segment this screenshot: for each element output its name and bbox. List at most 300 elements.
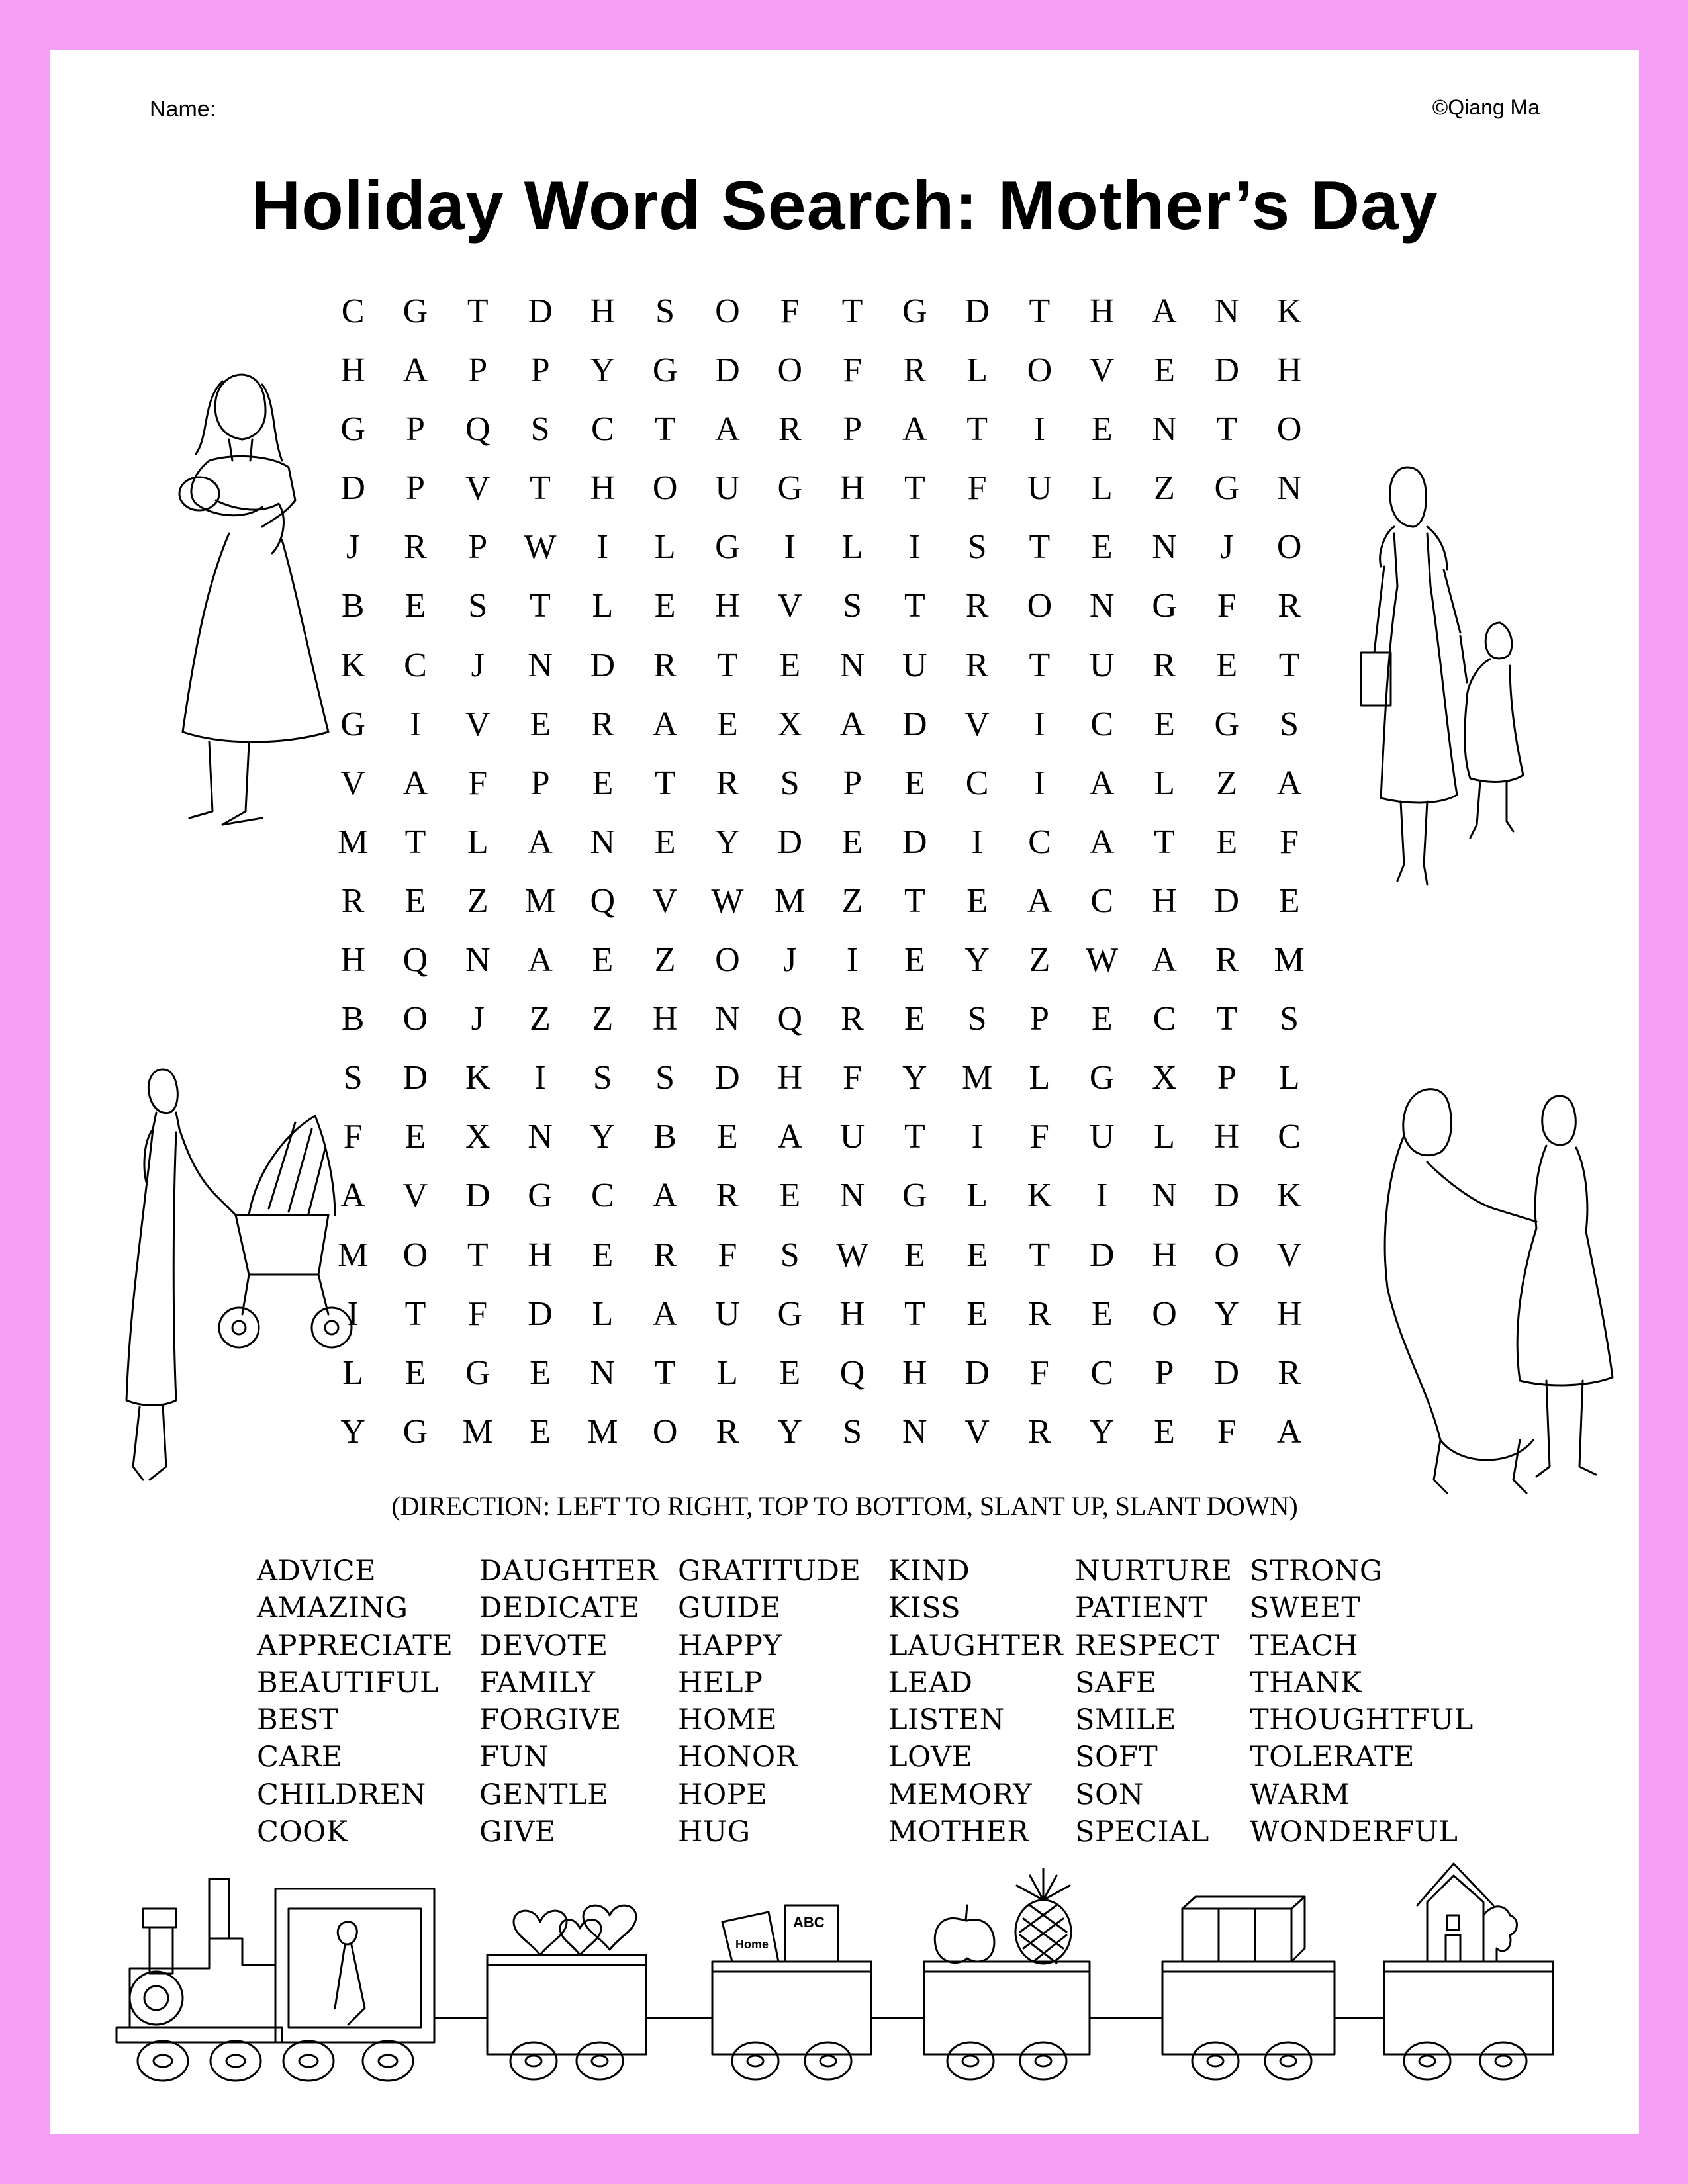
grid-letter[interactable]: P (1154, 1353, 1174, 1392)
grid-letter[interactable]: N (528, 1118, 553, 1156)
grid-letter[interactable]: R (404, 528, 427, 567)
grid-letter[interactable]: N (590, 1353, 616, 1392)
grid-letter[interactable]: U (839, 1118, 865, 1156)
grid-letter[interactable]: R (716, 1177, 739, 1215)
grid-letter[interactable]: T (1216, 410, 1238, 449)
grid-letter[interactable]: F (780, 293, 800, 330)
grid-letter[interactable]: R (903, 351, 927, 390)
grid-letter[interactable]: Z (841, 882, 863, 920)
grid-letter[interactable]: G (777, 1295, 802, 1333)
grid-letter[interactable]: R (1215, 941, 1239, 979)
grid-letter[interactable]: N (1152, 528, 1177, 567)
grid-letter[interactable]: T (467, 1236, 489, 1274)
grid-letter[interactable]: A (1276, 1412, 1302, 1451)
grid-letter[interactable]: H (1276, 1295, 1302, 1333)
grid-letter[interactable]: D (715, 1059, 740, 1097)
grid-letter[interactable]: V (340, 764, 365, 802)
grid-letter[interactable]: F (468, 1295, 488, 1333)
grid-letter[interactable]: A (652, 1295, 678, 1333)
grid-letter[interactable]: E (1091, 1000, 1113, 1038)
grid-letter[interactable]: S (343, 1059, 363, 1097)
grid-letter[interactable]: E (717, 1118, 738, 1156)
grid-letter[interactable]: I (596, 528, 608, 567)
grid-letter[interactable]: H (839, 1295, 865, 1333)
grid-letter[interactable]: M (961, 1059, 993, 1097)
grid-letter[interactable]: N (590, 823, 616, 861)
grid-letter[interactable]: K (1027, 1177, 1053, 1215)
grid-letter[interactable]: O (715, 293, 740, 330)
grid-letter[interactable]: T (1216, 1000, 1238, 1038)
grid-letter[interactable]: D (402, 1059, 428, 1097)
grid-letter[interactable]: M (338, 1236, 369, 1274)
grid-letter[interactable]: J (346, 528, 360, 567)
grid-letter[interactable]: D (340, 469, 365, 508)
grid-letter[interactable]: E (966, 1236, 988, 1274)
grid-letter[interactable]: H (777, 1059, 802, 1097)
grid-letter[interactable]: U (1027, 469, 1053, 508)
grid-letter[interactable]: Y (777, 1412, 802, 1451)
grid-letter[interactable]: Q (465, 410, 491, 449)
grid-letter[interactable]: U (902, 646, 927, 684)
grid-letter[interactable]: R (590, 705, 614, 743)
grid-letter[interactable]: G (652, 351, 678, 390)
grid-letter[interactable]: T (1278, 646, 1300, 684)
grid-letter[interactable]: D (528, 293, 553, 330)
grid-letter[interactable]: H (652, 1000, 678, 1038)
grid-letter[interactable]: Z (1029, 941, 1051, 979)
grid-letter[interactable]: E (530, 705, 551, 743)
grid-letter[interactable]: T (904, 1295, 925, 1333)
grid-letter[interactable]: T (530, 469, 551, 508)
grid-letter[interactable]: Z (530, 1000, 551, 1038)
grid-letter[interactable]: D (1089, 1236, 1115, 1274)
grid-letter[interactable]: F (343, 1118, 363, 1156)
grid-letter[interactable]: H (1276, 351, 1302, 390)
grid-letter[interactable]: E (779, 646, 801, 684)
grid-letter[interactable]: A (777, 1118, 802, 1156)
grid-letter[interactable]: S (592, 1059, 612, 1097)
grid-letter[interactable]: E (1154, 1412, 1175, 1451)
grid-letter[interactable]: K (1276, 1177, 1302, 1215)
grid-letter[interactable]: E (1216, 646, 1238, 684)
grid-letter[interactable]: H (1152, 882, 1177, 920)
grid-letter[interactable]: A (528, 823, 553, 861)
grid-letter[interactable]: I (784, 528, 796, 567)
grid-letter[interactable]: I (534, 1059, 546, 1097)
grid-letter[interactable]: W (1086, 941, 1119, 979)
grid-letter[interactable]: P (468, 528, 488, 567)
grid-letter[interactable]: T (654, 1353, 676, 1392)
grid-letter[interactable]: N (1214, 293, 1240, 330)
grid-letter[interactable]: S (843, 1412, 862, 1451)
grid-letter[interactable]: R (1028, 1295, 1051, 1333)
grid-letter[interactable]: F (468, 764, 488, 802)
grid-letter[interactable]: O (1214, 1236, 1240, 1274)
grid-letter[interactable]: A (1276, 764, 1302, 802)
grid-letter[interactable]: Y (715, 823, 740, 861)
grid-letter[interactable]: A (839, 705, 865, 743)
grid-letter[interactable]: A (902, 410, 927, 449)
grid-letter[interactable]: F (1029, 1353, 1049, 1392)
grid-letter[interactable]: I (971, 1118, 983, 1156)
grid-letter[interactable]: V (964, 705, 990, 743)
grid-letter[interactable]: G (902, 1177, 927, 1215)
grid-letter[interactable]: E (654, 823, 676, 861)
grid-letter[interactable]: M (524, 882, 556, 920)
grid-letter[interactable]: R (965, 587, 989, 625)
grid-letter[interactable]: L (717, 1353, 738, 1392)
grid-letter[interactable]: L (1029, 1059, 1051, 1097)
grid-letter[interactable]: P (843, 764, 862, 802)
grid-letter[interactable]: N (839, 646, 865, 684)
grid-letter[interactable]: Z (654, 941, 676, 979)
grid-letter[interactable]: T (1029, 293, 1051, 330)
grid-letter[interactable]: T (654, 764, 676, 802)
grid-letter[interactable]: G (1214, 469, 1240, 508)
grid-letter[interactable]: E (404, 587, 426, 625)
grid-letter[interactable]: N (1152, 1177, 1177, 1215)
grid-letter[interactable]: F (718, 1236, 737, 1274)
grid-letter[interactable]: X (777, 705, 802, 743)
grid-letter[interactable]: O (402, 1236, 428, 1274)
grid-letter[interactable]: V (964, 1412, 990, 1451)
grid-letter[interactable]: C (1090, 1353, 1114, 1392)
grid-letter[interactable]: N (902, 1412, 927, 1451)
grid-letter[interactable]: X (1152, 1059, 1177, 1097)
grid-letter[interactable]: O (402, 1000, 428, 1038)
grid-letter[interactable]: H (839, 469, 865, 508)
grid-letter[interactable]: R (1028, 1412, 1051, 1451)
grid-letter[interactable]: L (966, 351, 988, 390)
grid-letter[interactable]: H (590, 293, 616, 330)
grid-letter[interactable]: O (777, 351, 802, 390)
grid-letter[interactable]: E (1091, 410, 1113, 449)
grid-letter[interactable]: I (1033, 705, 1046, 743)
grid-letter[interactable]: A (340, 1177, 365, 1215)
grid-letter[interactable]: S (780, 1236, 800, 1274)
grid-letter[interactable]: I (409, 705, 422, 743)
grid-letter[interactable]: Y (590, 351, 616, 390)
grid-letter[interactable]: Z (467, 882, 489, 920)
grid-letter[interactable]: K (340, 646, 365, 684)
grid-letter[interactable]: X (465, 1118, 491, 1156)
grid-letter[interactable]: R (653, 1236, 677, 1274)
grid-letter[interactable]: N (839, 1177, 865, 1215)
grid-letter[interactable]: F (967, 469, 987, 508)
grid-letter[interactable]: V (777, 587, 802, 625)
grid-letter[interactable]: H (590, 469, 616, 508)
grid-letter[interactable]: E (717, 705, 738, 743)
grid-letter[interactable]: T (1029, 1236, 1051, 1274)
grid-letter[interactable]: E (1216, 823, 1238, 861)
grid-letter[interactable]: Y (340, 1412, 365, 1451)
grid-letter[interactable]: V (1276, 1236, 1302, 1274)
grid-letter[interactable]: V (465, 469, 491, 508)
grid-letter[interactable]: C (965, 764, 989, 802)
grid-letter[interactable]: O (652, 469, 678, 508)
grid-letter[interactable]: K (465, 1059, 491, 1097)
grid-letter[interactable]: S (1280, 705, 1299, 743)
grid-letter[interactable]: A (1027, 882, 1053, 920)
grid-letter[interactable]: G (528, 1177, 553, 1215)
grid-letter[interactable]: E (592, 764, 614, 802)
grid-letter[interactable]: S (468, 587, 488, 625)
grid-letter[interactable]: W (711, 882, 744, 920)
grid-letter[interactable]: A (652, 1177, 678, 1215)
grid-letter[interactable]: O (1276, 528, 1302, 567)
grid-letter[interactable]: R (716, 1412, 739, 1451)
grid-letter[interactable]: E (1091, 1295, 1113, 1333)
grid-letter[interactable]: B (341, 1000, 365, 1038)
grid-letter[interactable]: L (592, 1295, 614, 1333)
grid-letter[interactable]: D (1214, 351, 1240, 390)
grid-letter[interactable]: D (964, 293, 990, 330)
grid-letter[interactable]: N (1276, 469, 1302, 508)
grid-letter[interactable]: Q (839, 1353, 865, 1392)
grid-letter[interactable]: P (530, 764, 550, 802)
grid-letter[interactable]: E (404, 1118, 426, 1156)
grid-letter[interactable]: M (1274, 941, 1305, 979)
grid-letter[interactable]: A (1089, 823, 1115, 861)
grid-letter[interactable]: R (778, 410, 802, 449)
grid-letter[interactable]: T (467, 293, 489, 330)
grid-letter[interactable]: F (843, 351, 862, 390)
grid-letter[interactable]: U (715, 469, 740, 508)
grid-letter[interactable]: L (592, 587, 614, 625)
grid-letter[interactable]: T (530, 587, 551, 625)
grid-letter[interactable]: G (1089, 1059, 1115, 1097)
grid-letter[interactable]: F (843, 1059, 862, 1097)
grid-letter[interactable]: L (966, 1177, 988, 1215)
grid-letter[interactable]: E (404, 882, 426, 920)
grid-letter[interactable]: I (846, 941, 859, 979)
grid-letter[interactable]: J (1220, 528, 1234, 567)
grid-letter[interactable]: C (1090, 705, 1114, 743)
grid-letter[interactable]: E (779, 1177, 801, 1215)
grid-letter[interactable]: M (587, 1412, 618, 1451)
grid-letter[interactable]: P (1217, 1059, 1237, 1097)
grid-letter[interactable]: H (902, 1353, 927, 1392)
grid-letter[interactable]: M (338, 823, 369, 861)
grid-letter[interactable]: T (654, 410, 676, 449)
grid-letter[interactable]: A (715, 410, 740, 449)
grid-letter[interactable]: T (404, 823, 426, 861)
grid-letter[interactable]: H (340, 941, 365, 979)
grid-letter[interactable]: G (340, 410, 365, 449)
grid-letter[interactable]: W (524, 528, 557, 567)
grid-letter[interactable]: A (1152, 293, 1177, 330)
grid-letter[interactable]: E (592, 941, 614, 979)
grid-letter[interactable]: S (655, 1059, 675, 1097)
grid-letter[interactable]: G (1152, 587, 1177, 625)
grid-letter[interactable]: C (590, 410, 614, 449)
grid-letter[interactable]: D (1214, 882, 1240, 920)
grid-letter[interactable]: S (1280, 1000, 1299, 1038)
grid-letter[interactable]: S (780, 764, 800, 802)
grid-letter[interactable]: L (1154, 1118, 1175, 1156)
grid-letter[interactable]: M (462, 1412, 493, 1451)
grid-letter[interactable]: Z (1216, 764, 1238, 802)
grid-letter[interactable]: R (716, 764, 739, 802)
grid-letter[interactable]: E (530, 1353, 551, 1392)
grid-letter[interactable]: G (902, 293, 927, 330)
grid-letter[interactable]: D (1214, 1353, 1240, 1392)
grid-letter[interactable]: C (404, 646, 427, 684)
grid-letter[interactable]: C (1152, 1000, 1176, 1038)
grid-letter[interactable]: L (467, 823, 489, 861)
grid-letter[interactable]: F (1280, 823, 1299, 861)
grid-letter[interactable]: E (904, 764, 925, 802)
grid-letter[interactable]: U (1089, 1118, 1115, 1156)
grid-letter[interactable]: T (966, 410, 988, 449)
grid-letter[interactable]: H (1089, 293, 1115, 330)
grid-letter[interactable]: A (402, 764, 428, 802)
grid-letter[interactable]: A (528, 941, 553, 979)
grid-letter[interactable]: C (1278, 1118, 1301, 1156)
grid-letter[interactable]: I (909, 528, 921, 567)
grid-letter[interactable]: V (652, 882, 678, 920)
grid-letter[interactable]: H (1214, 1118, 1240, 1156)
grid-letter[interactable]: E (904, 941, 925, 979)
grid-letter[interactable]: A (402, 351, 428, 390)
grid-letter[interactable]: O (1276, 410, 1302, 449)
grid-letter[interactable]: R (653, 646, 677, 684)
grid-letter[interactable]: U (1089, 646, 1115, 684)
grid-letter[interactable]: E (654, 587, 676, 625)
grid-letter[interactable]: V (465, 705, 491, 743)
grid-letter[interactable]: T (904, 469, 925, 508)
grid-letter[interactable]: C (1028, 823, 1051, 861)
grid-letter[interactable]: G (340, 705, 365, 743)
grid-letter[interactable]: D (715, 351, 740, 390)
grid-letter[interactable]: L (1091, 469, 1113, 508)
grid-letter[interactable]: G (402, 1412, 428, 1451)
grid-letter[interactable]: T (904, 587, 925, 625)
grid-letter[interactable]: Q (402, 941, 428, 979)
grid-letter[interactable]: U (715, 1295, 740, 1333)
grid-letter[interactable]: D (902, 823, 927, 861)
grid-letter[interactable]: Z (592, 1000, 614, 1038)
grid-letter[interactable]: L (342, 1353, 364, 1392)
grid-letter[interactable]: O (652, 1412, 678, 1451)
grid-letter[interactable]: P (405, 410, 425, 449)
grid-letter[interactable]: D (1214, 1177, 1240, 1215)
grid-letter[interactable]: A (652, 705, 678, 743)
grid-letter[interactable]: L (1278, 1059, 1300, 1097)
grid-letter[interactable]: K (1276, 293, 1302, 330)
grid-letter[interactable]: E (1278, 882, 1300, 920)
grid-letter[interactable]: C (590, 1177, 614, 1215)
grid-letter[interactable]: T (404, 1295, 426, 1333)
grid-letter[interactable]: R (841, 1000, 864, 1038)
grid-letter[interactable]: T (1029, 646, 1051, 684)
grid-letter[interactable]: Y (590, 1118, 616, 1156)
grid-letter[interactable]: H (528, 1236, 553, 1274)
grid-letter[interactable]: O (715, 941, 740, 979)
grid-letter[interactable]: J (783, 941, 797, 979)
grid-letter[interactable]: E (966, 882, 988, 920)
grid-letter[interactable]: Y (964, 941, 990, 979)
grid-letter[interactable]: O (1027, 587, 1053, 625)
grid-letter[interactable]: S (655, 293, 675, 330)
grid-letter[interactable]: O (1027, 351, 1053, 390)
grid-letter[interactable]: I (347, 1295, 359, 1333)
grid-letter[interactable]: F (1217, 587, 1237, 625)
grid-letter[interactable]: R (341, 882, 365, 920)
grid-letter[interactable]: G (1214, 705, 1240, 743)
grid-letter[interactable]: F (1029, 1118, 1049, 1156)
grid-letter[interactable]: H (1152, 1236, 1177, 1274)
grid-letter[interactable]: S (843, 587, 862, 625)
grid-letter[interactable]: P (843, 410, 862, 449)
grid-letter[interactable]: H (715, 587, 740, 625)
grid-letter[interactable]: G (402, 293, 428, 330)
grid-letter[interactable]: D (902, 705, 927, 743)
grid-letter[interactable]: V (402, 1177, 428, 1215)
grid-letter[interactable]: Q (590, 882, 616, 920)
grid-letter[interactable]: R (965, 646, 989, 684)
grid-letter[interactable]: E (592, 1236, 614, 1274)
grid-letter[interactable]: T (1154, 823, 1175, 861)
grid-letter[interactable]: I (1033, 410, 1046, 449)
grid-letter[interactable]: R (1278, 587, 1301, 625)
grid-letter[interactable]: T (1029, 528, 1051, 567)
grid-letter[interactable]: D (777, 823, 802, 861)
grid-letter[interactable]: J (471, 646, 485, 684)
grid-letter[interactable]: I (1033, 764, 1046, 802)
grid-letter[interactable]: C (341, 293, 365, 330)
grid-letter[interactable]: T (841, 293, 863, 330)
grid-letter[interactable]: E (404, 1353, 426, 1392)
grid-letter[interactable]: V (1089, 351, 1115, 390)
grid-letter[interactable]: L (841, 528, 863, 567)
word-search-grid[interactable] (322, 282, 1508, 1461)
grid-letter[interactable]: I (971, 823, 983, 861)
grid-letter[interactable]: A (1152, 941, 1177, 979)
grid-letter[interactable]: O (1152, 1295, 1177, 1333)
grid-letter[interactable]: D (465, 1177, 491, 1215)
grid-letter[interactable]: E (1154, 705, 1175, 743)
grid-letter[interactable]: S (967, 1000, 987, 1038)
grid-letter[interactable]: W (835, 1236, 869, 1274)
grid-letter[interactable]: E (966, 1295, 988, 1333)
grid-letter[interactable]: L (654, 528, 676, 567)
grid-letter[interactable]: E (779, 1353, 801, 1392)
grid-letter[interactable]: R (1152, 646, 1176, 684)
grid-letter[interactable]: Y (902, 1059, 927, 1097)
grid-letter[interactable]: G (715, 528, 740, 567)
grid-letter[interactable]: S (967, 528, 987, 567)
grid-letter[interactable]: C (1090, 882, 1114, 920)
grid-letter[interactable]: P (405, 469, 425, 508)
grid-letter[interactable]: R (1278, 1353, 1301, 1392)
grid-letter[interactable]: B (341, 587, 365, 625)
grid-letter[interactable]: D (590, 646, 616, 684)
grid-letter[interactable]: I (1096, 1177, 1108, 1215)
grid-letter[interactable]: B (653, 1118, 677, 1156)
grid-letter[interactable]: E (530, 1412, 551, 1451)
grid-letter[interactable]: S (530, 410, 550, 449)
grid-letter[interactable]: T (904, 1118, 925, 1156)
grid-letter[interactable]: N (1089, 587, 1115, 625)
grid-letter[interactable]: M (774, 882, 806, 920)
grid-letter[interactable]: Y (1089, 1412, 1115, 1451)
grid-letter[interactable]: F (1217, 1412, 1237, 1451)
grid-letter[interactable]: N (715, 1000, 740, 1038)
grid-letter[interactable]: Q (777, 1000, 802, 1038)
grid-letter[interactable]: T (717, 646, 738, 684)
grid-letter[interactable]: N (1152, 410, 1177, 449)
